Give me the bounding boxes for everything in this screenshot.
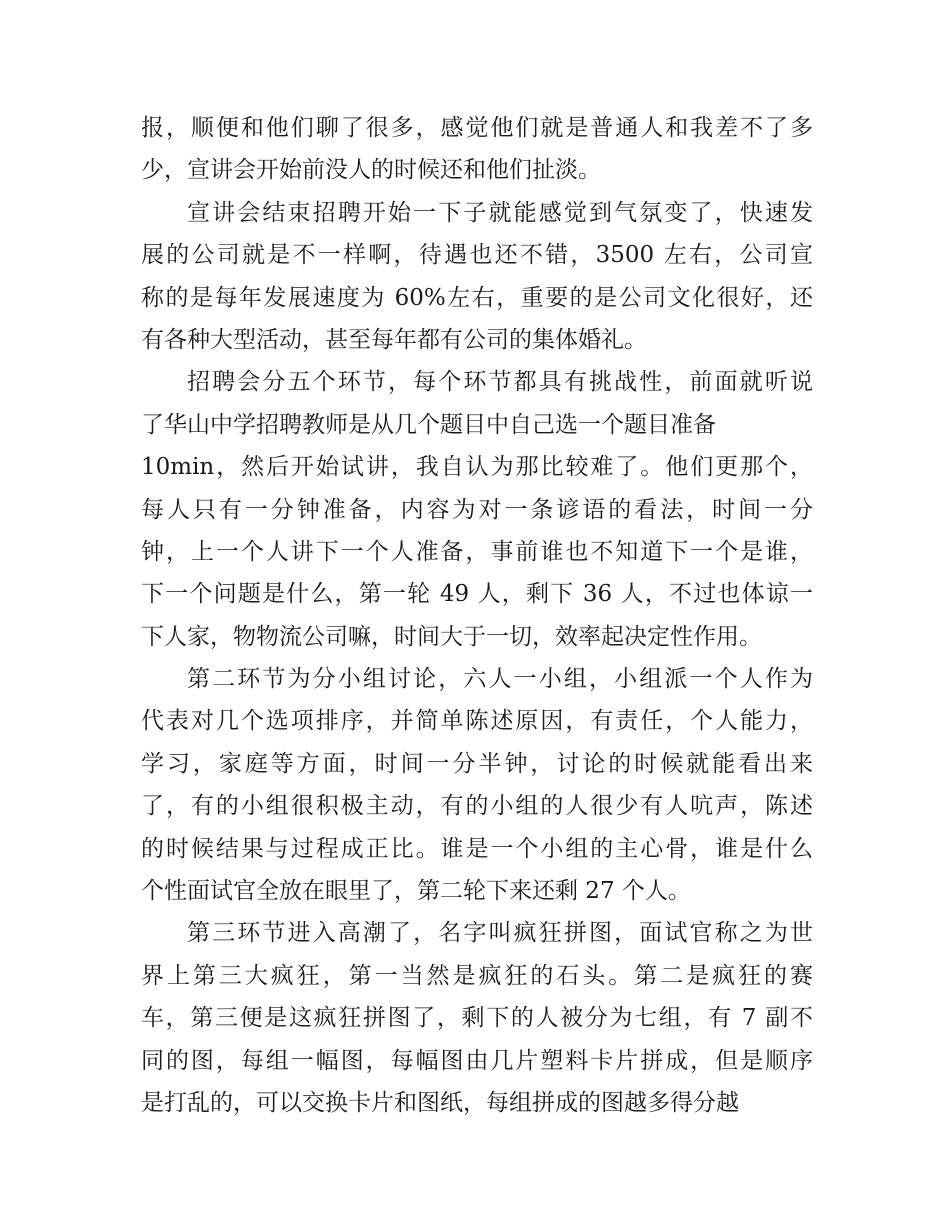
- text-line: 展的公司就是不一样啊，待遇也还不错，3500 左右，公司宣: [141, 242, 813, 269]
- text-line: 是打乱的，可以交换卡片和图纸，每组拼成的图越多得分越: [141, 1089, 739, 1116]
- text-line: 学习，家庭等方面，时间一分半钟，讨论的时候就能看出来: [141, 750, 813, 777]
- text-line: 10min，然后开始试讲，我自认为那比较难了。他们更那个，: [141, 454, 813, 481]
- text-line: 钟，上一个人讲下一个人准备，事前谁也不知道下一个是谁，: [141, 538, 813, 565]
- text-line: 代表对几个选项排序，并简单陈述原因，有责任，个人能力，: [141, 708, 813, 735]
- text-line: 界上第三大疯狂，第一当然是疯狂的石头。第二是疯狂的赛: [141, 962, 813, 989]
- text-line: 宣讲会结束招聘开始一下子就能感觉到气氛变了，快速发: [187, 199, 813, 226]
- paragraph: [141, 658, 813, 912]
- text-line: 报，顺便和他们聊了很多，感觉他们就是普通人和我差不了多: [141, 115, 813, 141]
- text-line: 第三环节进入高潮了，名字叫疯狂拼图，面试官称之为世: [187, 920, 813, 947]
- text-line: 的时候结果与过程成正比。谁是一个小组的主心骨，谁是什么: [141, 835, 813, 862]
- text-line: 称的是每年发展速度为 60%左右，重要的是公司文化很好，还: [141, 284, 813, 311]
- text-line: 了华山中学招聘教师是从几个题目中自己选一个题目准备: [141, 411, 716, 438]
- paragraph: [141, 912, 813, 1124]
- text-line: 同的图，每组一幅图，每幅图由几片塑料卡片拼成，但是顺序: [141, 1047, 813, 1074]
- text-line: 下一个问题是什么，第一轮 49 人，剩下 36 人，不过也体谅一: [141, 581, 813, 608]
- text-line: 车，第三便是这疯狂拼图了，剩下的人被分为七组，有 7 副不: [141, 1005, 813, 1032]
- text-line: 第二环节为分小组讨论，六人一小组，小组派一个人作为: [187, 666, 813, 693]
- paragraph: [141, 361, 813, 658]
- document-body: [141, 107, 813, 1124]
- paragraph: [141, 107, 813, 192]
- text-line: 招聘会分五个环节，每个环节都具有挑战性，前面就听说: [187, 369, 813, 396]
- text-line: 了，有的小组很积极主动，有的小组的人很少有人吭声，陈述: [141, 793, 813, 820]
- text-line: 每人只有一分钟准备，内容为对一条谚语的看法，时间一分: [141, 496, 813, 523]
- text-line: 少，宣讲会开始前没人的时候还和他们扯淡。: [141, 157, 601, 184]
- paragraph: [141, 192, 813, 362]
- text-line: 下人家，物物流公司嘛，时间大于一切，效率起决定性作用。: [141, 623, 762, 650]
- text-line: 有各种大型活动，甚至每年都有公司的集体婚礼。: [141, 326, 647, 353]
- text-line: 个性面试官全放在眼里了，第二轮下来还剩 27 个人。: [141, 878, 691, 905]
